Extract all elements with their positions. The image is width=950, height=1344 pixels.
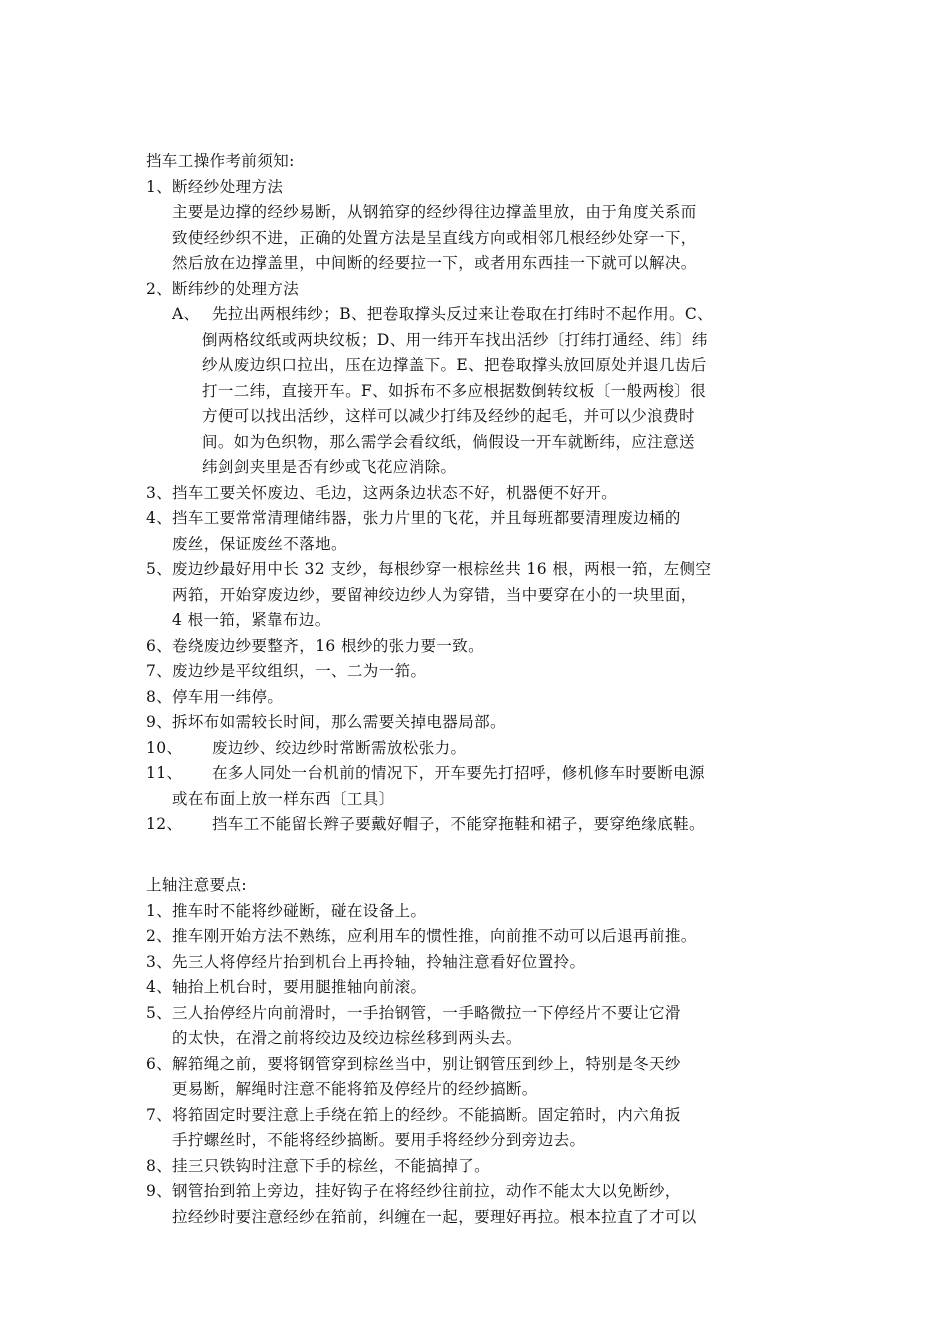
paragraph-line: 倒两格纹纸或两块纹板；D、用一纬开车找出活纱〔打纬打通经、纬〕纬 <box>202 330 708 349</box>
item-number: 2、 <box>146 279 173 298</box>
paragraph-line: 先拉出两根纬纱；B、把卷取撑头反过来让卷取在打纬时不起作用。C、 <box>212 305 714 323</box>
paragraph-line: 停车用一纬停。 <box>172 687 284 706</box>
paragraph-line: 废边纱是平纹组织，一、二为一筘。 <box>172 662 427 680</box>
paragraph-line: 间。如为色织物，那么需学会看纹纸，倘假设一开车就断纬，应注意送 <box>202 432 695 451</box>
item-number: 5、 <box>146 1003 173 1022</box>
paragraph-line: 更易断，解绳时注意不能将筘及停经片的经纱搞断。 <box>172 1080 538 1098</box>
item-number: 4、 <box>146 978 173 996</box>
paragraph-line: 主要是边撑的经纱易断，从钢筘穿的经纱得往边撑盖里放，由于角度关系而 <box>172 203 697 221</box>
paragraph-line: 三人抬停经片向前滑时，一手抬钢管，一手略微拉一下停经片不要让它滑 <box>172 1003 681 1022</box>
list-item-body <box>146 200 826 277</box>
paragraph-line: 纬剑剑夹里是否有纱或飞花应消除。 <box>202 458 457 476</box>
item-number: 1、 <box>146 901 173 920</box>
item-number: 11、 <box>146 764 183 782</box>
list-item <box>146 950 826 976</box>
section-title: 挡车工操作考前须知: <box>146 152 295 170</box>
item-number: 7、 <box>146 1105 173 1124</box>
list-item <box>146 1154 826 1180</box>
paragraph-line: 然后放在边撑盖里，中间断的经要拉一下，或者用东西挂一下就可以解决。 <box>172 254 697 272</box>
item-number: 8、 <box>146 687 173 706</box>
section-beam-loading-notes <box>146 873 826 1230</box>
paragraph-line: 或在布面上放一样东西〔工具〕 <box>172 789 395 808</box>
list-item <box>146 506 826 557</box>
paragraph-line: 拉经纱时要注意经纱在筘前，纠缠在一起，要理好再拉。根本拉直了才可以 <box>172 1207 697 1226</box>
paragraph-line: 解筘绳之前，要将钢管穿到棕丝当中，别让钢管压到纱上，特别是冬天纱 <box>172 1054 681 1073</box>
paragraph-line: 推车刚开始方法不熟练，应利用车的惯性推，向前推不动可以后退再前推。 <box>172 927 697 945</box>
list-item <box>146 736 826 762</box>
item-number: 9、 <box>146 1182 173 1200</box>
paragraph-line: 方便可以找出活纱，这样可以减少打纬及经纱的起毛，并可以少浪费时 <box>202 407 695 425</box>
paragraph-line: 两筘，开始穿废边纱，要留神绞边纱人为穿错，当中要穿在小的一块里面， <box>172 585 697 604</box>
item-number: 1、 <box>146 177 173 196</box>
item-number: 3、 <box>146 952 173 971</box>
list-item <box>146 277 826 303</box>
paragraph-line: 钢管抬到筘上旁边，挂好钩子在将经纱往前拉，动作不能太大以免断纱， <box>172 1182 681 1200</box>
list-item <box>146 924 826 950</box>
paragraph-line: 挡车工要常常清理储纬器，张力片里的飞花，并且每班都要清理废边桶的 <box>172 509 681 527</box>
item-heading: 断经纱处理方法 <box>172 177 284 196</box>
list-item <box>146 761 826 812</box>
list-item <box>146 710 826 736</box>
paragraph-line: 挂三只铁钩时注意下手的棕丝，不能搞掉了。 <box>172 1156 491 1175</box>
paragraph-line: 在多人同处一台机前的情况下，开车要先打招呼，修机修车时要断电源 <box>212 764 705 782</box>
item-number: 4、 <box>146 509 173 527</box>
paragraph-line: 废边纱、绞边纱时常断需放松张力。 <box>212 738 467 757</box>
item-number: 2、 <box>146 927 173 945</box>
paragraph-line: 废丝，保证废丝不落地。 <box>172 534 347 553</box>
list-item <box>146 1052 826 1103</box>
paragraph-line: 卷绕废边纱要整齐，16 根纱的张力要一致。 <box>172 636 485 655</box>
paragraph-line: 致使经纱织不进，正确的处置方法是呈直线方向或相邻几根经纱处穿一下， <box>172 228 697 247</box>
sub-item-letter: A、 <box>172 305 200 323</box>
list-item <box>146 1103 826 1154</box>
paragraph-line: 打一二纬，直接开车。F、如拆布不多应根据数倒转纹板〔一般两梭〕很 <box>202 381 707 400</box>
item-number: 3、 <box>146 483 173 502</box>
item-number: 6、 <box>146 1054 173 1073</box>
item-number: 6、 <box>146 636 173 655</box>
list-item <box>146 481 826 507</box>
item-number: 10、 <box>146 738 183 757</box>
section-title: 上轴注意要点: <box>146 876 248 894</box>
paragraph-line: 手拧螺丝时，不能将经纱搞断。要用手将经纱分到旁边去。 <box>172 1131 586 1149</box>
item-heading: 断纬纱的处理方法 <box>172 279 300 298</box>
list-item <box>146 1001 826 1052</box>
section-operator-notes <box>146 149 826 838</box>
item-number: 5、 <box>146 560 173 578</box>
paragraph-line: 将筘固定时要注意上手绕在筘上的经纱。不能搞断。固定筘时，内六角扳 <box>172 1105 681 1124</box>
item-number: 8、 <box>146 1156 173 1175</box>
item-number: 12、 <box>146 815 183 833</box>
list-item <box>146 812 826 838</box>
item-number: 7、 <box>146 662 173 680</box>
list-item <box>146 685 826 711</box>
paragraph-line: 挡车工要关怀废边、毛边，这两条边状态不好，机器便不好开。 <box>172 483 618 502</box>
list-item <box>146 557 826 634</box>
paragraph-line: 的太快，在滑之前将绞边及绞边棕丝移到两头去。 <box>172 1029 522 1047</box>
list-item <box>146 634 826 660</box>
list-item <box>146 975 826 1001</box>
list-item <box>146 659 826 685</box>
paragraph-line: 挡车工不能留长辫子要戴好帽子，不能穿拖鞋和裙子，要穿绝缘底鞋。 <box>212 815 705 833</box>
paragraph-line: 4 根一筘，紧靠布边。 <box>172 611 331 629</box>
list-item <box>146 899 826 925</box>
list-item <box>146 1179 826 1230</box>
paragraph-line: 先三人将停经片抬到机台上再拎轴，拎轴注意看好位置拎。 <box>172 952 586 971</box>
paragraph-line: 拆坏布如需较长时间，那么需要关掉电器局部。 <box>172 713 506 731</box>
paragraph-line: 推车时不能将纱碰断，碰在设备上。 <box>172 901 427 920</box>
paragraph-line: 废边纱最好用中长 32 支纱，每根纱穿一根棕丝共 16 根，两根一筘，左侧空 <box>172 560 712 578</box>
sub-item <box>146 302 826 481</box>
list-item <box>146 175 826 201</box>
paragraph-line: 轴抬上机台时，要用腿推轴向前滚。 <box>172 978 427 996</box>
paragraph-line: 纱从废边织口拉出，压在边撑盖下。E、把卷取撑头放回原处并退几齿后 <box>202 356 707 374</box>
item-number: 9、 <box>146 713 173 731</box>
